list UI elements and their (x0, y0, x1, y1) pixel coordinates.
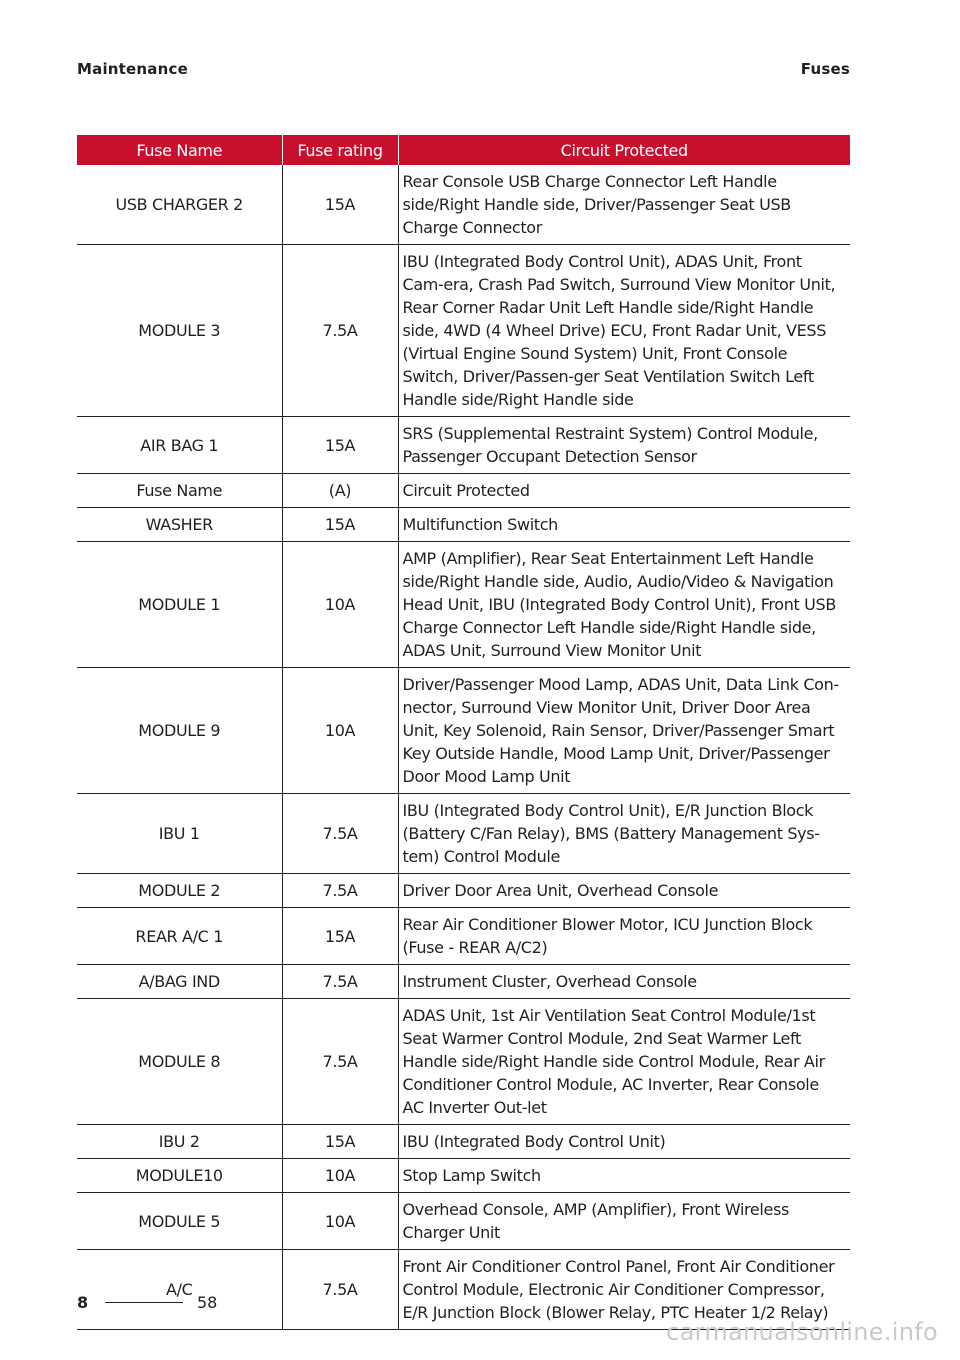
watermark: carmanualsonline.info (666, 1318, 938, 1346)
circuit-protected-cell: Instrument Cluster, Overhead Console (398, 965, 850, 999)
fuse-rating-cell: 15A (282, 1125, 398, 1159)
table-row (77, 965, 850, 999)
running-header-topic: Fuses (800, 60, 850, 78)
fuse-name-cell: A/BAG IND (77, 965, 282, 999)
table-row (77, 794, 850, 874)
circuit-protected-cell: Driver Door Area Unit, Overhead Console (398, 874, 850, 908)
running-header-section: Maintenance (77, 60, 188, 78)
table-row (77, 542, 850, 668)
circuit-protected-cell: Stop Lamp Switch (398, 1159, 850, 1193)
table-row (77, 165, 850, 245)
chapter-number: 8 (77, 1292, 89, 1312)
fuse-rating-cell: 10A (282, 668, 398, 794)
fuse-name-cell: A/C (77, 1250, 282, 1330)
fuse-name-cell: MODULE 8 (77, 999, 282, 1125)
fuse-name-cell: WASHER (77, 508, 282, 542)
fuse-rating-cell: (A) (282, 474, 398, 508)
fuse-rating-cell: 15A (282, 908, 398, 965)
circuit-protected-cell: Circuit Protected (398, 474, 850, 508)
fuse-name-cell: Fuse Name (77, 474, 282, 508)
fuse-rating-cell: 15A (282, 417, 398, 474)
page-number: 58 (197, 1292, 218, 1312)
page-footer (77, 1292, 217, 1312)
fuse-name-cell: MODULE 1 (77, 542, 282, 668)
fuse-name-cell: IBU 2 (77, 1125, 282, 1159)
fuse-rating-cell: 7.5A (282, 965, 398, 999)
table-header-row (77, 135, 850, 165)
circuit-protected-cell: Front Air Conditioner Control Panel, Front Air Conditioner Control Module, Electronic Air Conditioner Compressor, E/R Junction Block (Blower Relay, PTC Heater 1/2 Relay) (398, 1250, 850, 1330)
circuit-protected-cell: Overhead Console, AMP (Amplifier), Front Wireless Charger Unit (398, 1193, 850, 1250)
fuse-rating-cell: 7.5A (282, 999, 398, 1125)
fuse-rating-cell: 7.5A (282, 245, 398, 417)
table-row (77, 874, 850, 908)
table-row (77, 1159, 850, 1193)
circuit-protected-cell: Driver/Passenger Mood Lamp, ADAS Unit, Data Link Con-nector, Surround View Monitor Unit, Driver Door Area Unit, Key Solenoid, Rain Sensor, Driver/Passenger Smart Key Outside Handle, Mood Lamp Unit, Driver/Passenger Door Mood Lamp Unit (398, 668, 850, 794)
fuse-rating-cell: 15A (282, 165, 398, 245)
circuit-protected-cell: SRS (Supplemental Restraint System) Control Module, Passenger Occupant Detection Sensor (398, 417, 850, 474)
fuse-rating-cell: 10A (282, 542, 398, 668)
circuit-protected-cell: IBU (Integrated Body Control Unit), E/R Junction Block (Battery C/Fan Relay), BMS (Battery Management Sys-tem) Control Module (398, 794, 850, 874)
circuit-protected-cell: IBU (Integrated Body Control Unit), ADAS Unit, Front Cam-era, Crash Pad Switch, Surround View Monitor Unit, Rear Corner Radar Unit Left Handle side/Right Handle side, 4WD (4 Wheel Drive) ECU, Front Radar Unit, VESS (Virtual Engine Sound System) Unit, Front Console Switch, Driver/Passen-ger Seat Ventilation Switch Left Handle side/Right Handle side (398, 245, 850, 417)
fuse-rating-cell: 7.5A (282, 1250, 398, 1330)
circuit-protected-cell: IBU (Integrated Body Control Unit) (398, 1125, 850, 1159)
table-row (77, 999, 850, 1125)
fuse-rating-cell: 10A (282, 1193, 398, 1250)
footer-rule (105, 1302, 183, 1303)
fuse-name-cell: REAR A/C 1 (77, 908, 282, 965)
table-row (77, 245, 850, 417)
table-row (77, 1125, 850, 1159)
circuit-protected-cell: ADAS Unit, 1st Air Ventilation Seat Control Module/1st Seat Warmer Control Module, 2nd Seat Warmer Left Handle side/Right Handle side Control Module, Rear Air Conditioner Control Module, AC Inverter, Rear Console AC Inverter Out-let (398, 999, 850, 1125)
table-row (77, 908, 850, 965)
table-row (77, 1193, 850, 1250)
fuse-rating-cell: 7.5A (282, 794, 398, 874)
circuit-protected-cell: Multifunction Switch (398, 508, 850, 542)
column-header-fuse-name: Fuse Name (77, 135, 282, 165)
fuse-name-cell: MODULE 5 (77, 1193, 282, 1250)
column-header-circuit-protected: Circuit Protected (398, 135, 850, 165)
table-row (77, 474, 850, 508)
column-header-fuse-rating: Fuse rating (282, 135, 398, 165)
table-row (77, 417, 850, 474)
circuit-protected-cell: Rear Air Conditioner Blower Motor, ICU Junction Block (Fuse - REAR A/C2) (398, 908, 850, 965)
fuse-rating-cell: 10A (282, 1159, 398, 1193)
circuit-protected-cell: Rear Console USB Charge Connector Left Handle side/Right Handle side, Driver/Passenger Seat USB Charge Connector (398, 165, 850, 245)
fuse-name-cell: USB CHARGER 2 (77, 165, 282, 245)
fuse-name-cell: MODULE 3 (77, 245, 282, 417)
table-row (77, 508, 850, 542)
fuse-name-cell: IBU 1 (77, 794, 282, 874)
fuse-name-cell: MODULE 9 (77, 668, 282, 794)
table-body (77, 165, 850, 1330)
fuse-table (77, 135, 850, 1330)
fuse-name-cell: MODULE10 (77, 1159, 282, 1193)
fuse-name-cell: MODULE 2 (77, 874, 282, 908)
fuse-rating-cell: 15A (282, 508, 398, 542)
fuse-name-cell: AIR BAG 1 (77, 417, 282, 474)
fuse-rating-cell: 7.5A (282, 874, 398, 908)
circuit-protected-cell: AMP (Amplifier), Rear Seat Entertainment Left Handle side/Right Handle side, Audio, Audio/Video & Navigation Head Unit, IBU (Integrated Body Control Unit), Front USB Charge Connector Left Handle side/Right Handle side, ADAS Unit, Surround View Monitor Unit (398, 542, 850, 668)
table-row (77, 668, 850, 794)
